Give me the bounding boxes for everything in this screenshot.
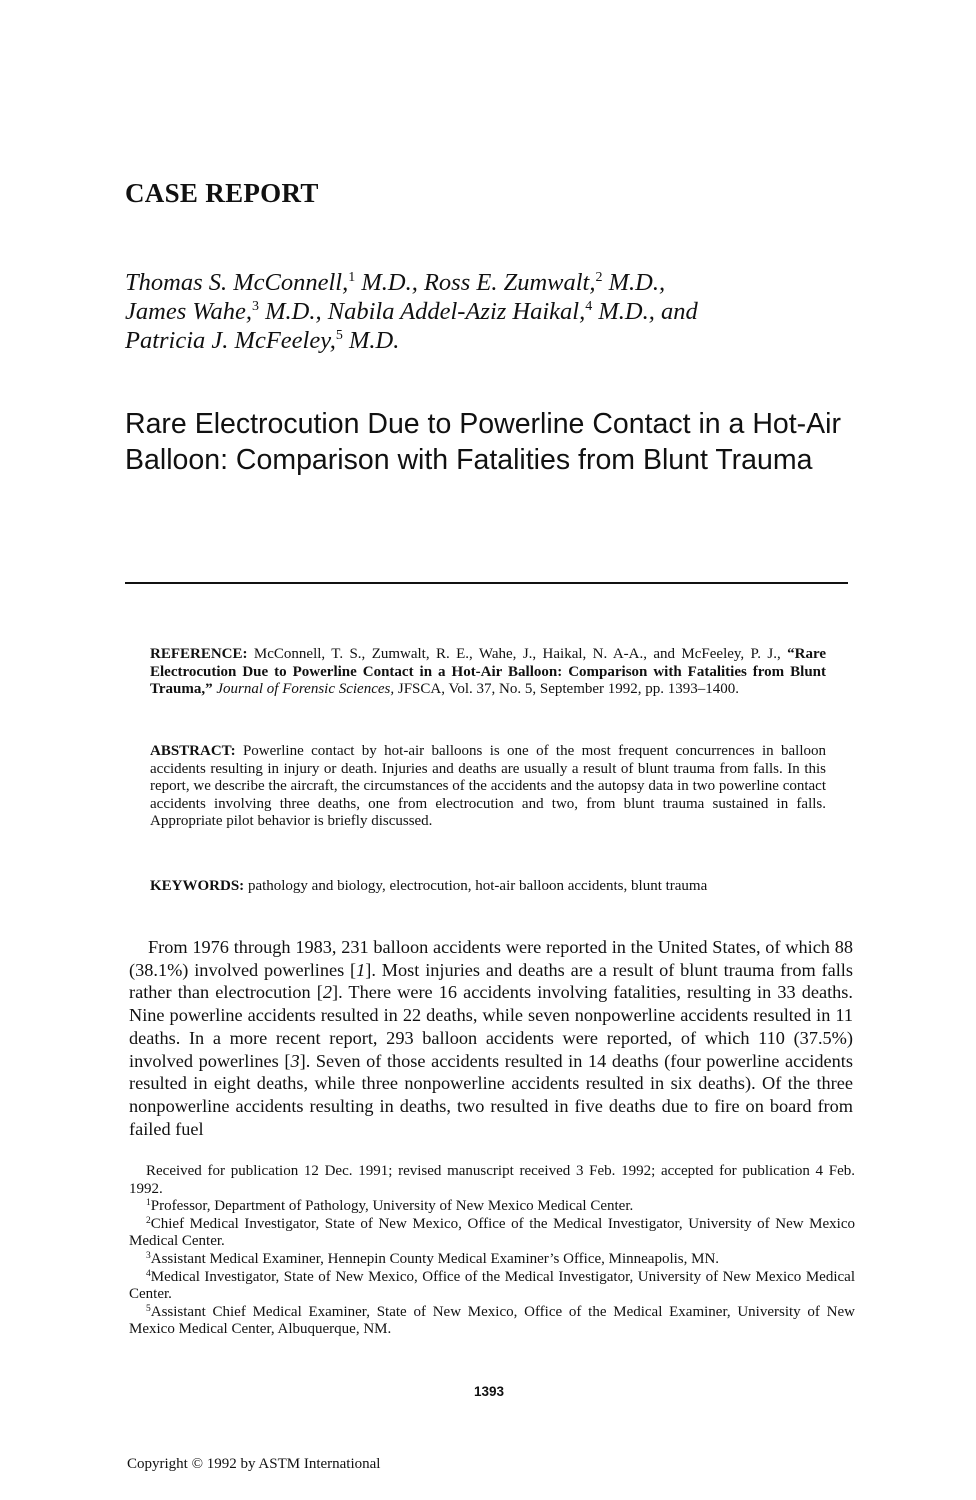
footnote: $^4$Medical Investigator, State of New Mexico, Office of the Medical Investigator, University of New Mexico Medical Center. [129,1268,855,1303]
footnote-mark: 5 [335,328,343,343]
footnote-mark: 3 [146,1250,151,1261]
abstract-block [150,743,826,831]
author-name: Nabila Addel-Aziz Haikal, [327,298,586,325]
abstract-label: ABSTRACT: [150,743,236,759]
reference-block [150,646,826,699]
author-degree: M.D., [355,269,424,296]
section-label: CASE REPORT [125,178,319,208]
reference-authors: McConnell, T. S., Zumwalt, R. E., Wahe, J., Haikal, N. A-A., and McFeeley, P. J., [247,646,788,662]
footnote: $^5$Assistant Chief Medical Examiner, State of New Mexico, Office of the Medical Examiner, University of New Mexico Medical Center, Albuquerque, NM. [129,1303,855,1338]
author-name: Patricia J. McFeeley, [125,327,336,354]
keywords-label: KEYWORDS: [150,878,245,894]
footnote-mark: 1 [348,270,356,285]
footnote-mark: 2 [146,1215,151,1226]
author-list [125,268,825,355]
keywords-text: pathology and biology, electrocution, hot-air balloon accidents, blunt trauma [244,878,708,894]
reference-label: REFERENCE: [150,646,248,662]
body-paragraph: From 1976 through 1983, 231 balloon accidents were reported in the United States, of which 88 (38.1%) involved powerlines [1]. Most injuries and deaths are a result of blunt trauma from falls rather than electrocution [2]. There were 16 accidents involving fatalities, resulting in 33 deaths. Nine powerline accidents resulted in 22 deaths, while seven nonpowerline accidents resulted in 11 deaths. In a more recent report, 293 balloon accidents were reported, of which 110 (37.5%) involved powerlines [3]. Seven of those accidents resulted in 14 deaths (four powerline accidents resulted in eight deaths, while three nonpowerline accidents resulted in six deaths). Of the three nonpowerline accidents resulting in deaths, two resulted in five deaths due to fire on board from failed fuel [129,937,853,1139]
footnote-mark: 4 [585,299,593,314]
author-name: Ross E. Zumwalt, [423,269,596,296]
keywords-block [150,878,826,896]
citation-ref: 3 [290,1050,300,1071]
abstract-text: Powerline contact by hot-air balloons is one of the most frequent concurrences in balloon accidents resulting in injury or death. Injuries and deaths are usually a result of blunt trauma from falls. In this report, we describe the aircraft, the circumstances of the accidents and the autopsy data in two powerline contact accidents involving three deaths, one from electrocution and two, from blunt trauma sustained in falls. Appropriate pilot behavior is briefly discussed. [150,743,826,829]
footnote: $^2$Chief Medical Investigator, State of New Mexico, Office of the Medical Investigator, University of New Mexico Medical Center. [129,1215,855,1250]
copyright-notice: Copyright © 1992 by ASTM International [127,1456,381,1472]
footnote-mark: 4 [146,1268,151,1279]
author-degree: M.D., [602,269,666,296]
footnote-mark: 3 [252,299,260,314]
received-note: Received for publication 12 Dec. 1991; revised manuscript received 3 Feb. 1992; accepted for publication 4 Feb. 1992. [129,1163,855,1197]
page-number: 1393 [474,1384,505,1399]
author-name: Thomas S. McConnell, [125,269,349,296]
footnote-mark: 5 [146,1303,151,1314]
author-degree: M.D. [342,327,400,354]
citation-ref: 1 [356,959,366,980]
reference-journal: Journal of Forensic Sciences, [216,681,395,697]
footnote: $^3$Assistant Medical Examiner, Hennepin County Medical Examiner’s Office, Minneapolis, MN. [146,1250,720,1267]
title-divider [125,582,848,584]
reference-article-title: “Rare Electrocution Due to Powerline Contact in a Hot-Air Balloon: Comparison with Fatalities from Blunt Trauma,” [150,646,826,697]
citation-ref: 2 [322,982,333,1003]
author-degree: M.D., and [592,298,698,325]
footnote: $^1$Professor, Department of Pathology, University of New Mexico Medical Center. [146,1198,634,1215]
footnote-mark: 2 [595,270,603,285]
author-name: James Wahe, [125,298,253,325]
article-title: Rare Electrocution Due to Powerline Contact in a Hot-Air Balloon: Comparison with Fatalities from Blunt Trauma [125,408,841,476]
footnote-mark: 1 [146,1198,151,1209]
footnotes [129,1163,855,1339]
reference-details: JFSCA, Vol. 37, No. 5, September 1992, pp. 1393–1400. [394,681,740,697]
author-degree: M.D., [259,298,328,325]
